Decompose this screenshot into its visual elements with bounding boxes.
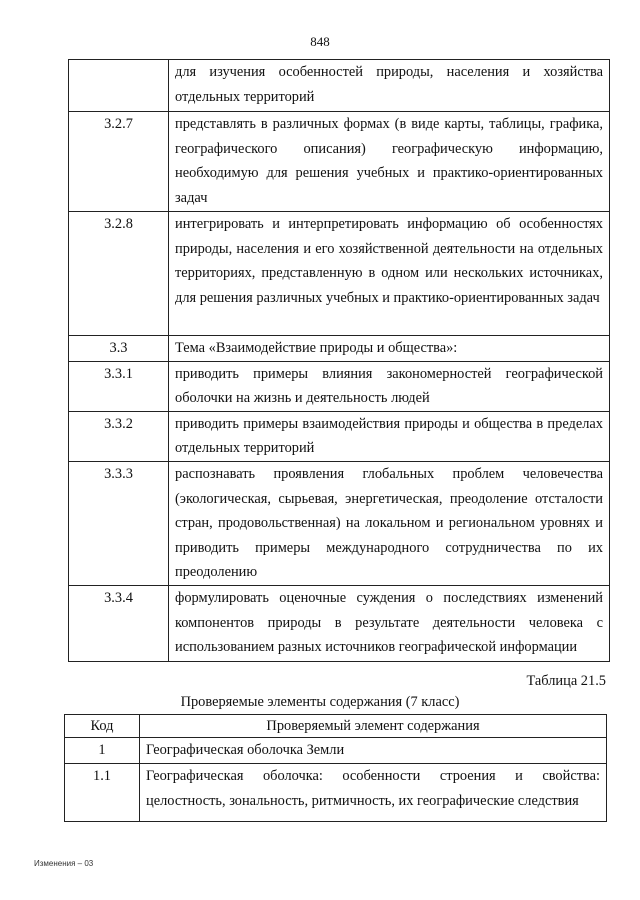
- row-text: Географическая оболочка Земли: [140, 738, 607, 764]
- row-text: интегрировать и интерпретировать информацию об особенностях природы, населения и его хозяйственной деятельности на отдельных территориях, представленную в одном или нескольких источниках, для решения различных учебных и практико-ориентированных задач: [169, 212, 610, 336]
- table-row: [69, 461, 610, 585]
- row-code: 3.3.3: [69, 461, 169, 585]
- table-row: [69, 212, 610, 336]
- row-code: 3.3.2: [69, 411, 169, 461]
- table-row: [69, 585, 610, 661]
- table-caption: Таблица 21.5: [526, 673, 606, 689]
- table-header-row: [65, 715, 607, 738]
- row-code: 3.2.7: [69, 112, 169, 212]
- row-code: 3.3.1: [69, 361, 169, 411]
- header-element: Проверяемый элемент содержания: [140, 715, 607, 738]
- table-title: Проверяемые элементы содержания (7 класс): [180, 694, 460, 710]
- content-elements-table: [64, 714, 607, 822]
- row-text: Тема «Взаимодействие природы и общества»:: [169, 336, 610, 362]
- header-code: Код: [65, 715, 140, 738]
- row-text: представлять в различных формах (в виде карты, таблицы, графика, географического описания) географическую информацию, необходимую для решения учебных и практико-ориентированных задач: [169, 112, 610, 212]
- row-code: 3.2.8: [69, 212, 169, 336]
- table-row: [65, 738, 607, 764]
- row-text: формулировать оценочные суждения о последствиях изменений компонентов природы в результате деятельности человека с использованием разных источников географической информации: [169, 585, 610, 661]
- row-text: Географическая оболочка: особенности строения и свойства: целостность, зональность, ритмичность, их географические следствия: [140, 764, 607, 822]
- table-row: [65, 764, 607, 822]
- row-code: 3.3: [69, 336, 169, 362]
- row-code: 1.1: [65, 764, 140, 822]
- row-text: распознавать проявления глобальных проблем человечества (экологическая, сырьевая, энергетическая, преодоление отсталости стран, продовольственная) на локальном и региональном уровнях и приводить примеры международного сотрудничества по их преодолению: [169, 461, 610, 585]
- page-number: 848: [310, 34, 330, 49]
- row-text: приводить примеры влияния закономерностей географической оболочки на жизнь и деятельность людей: [169, 361, 610, 411]
- table-row: [69, 411, 610, 461]
- table-row: [69, 361, 610, 411]
- row-text: приводить примеры взаимодействия природы и общества в пределах отдельных территорий: [169, 411, 610, 461]
- row-text: для изучения особенностей природы, населения и хозяйства отдельных территорий: [169, 60, 610, 112]
- footer-note: Изменения – 03: [34, 859, 94, 868]
- table-row: [69, 112, 610, 212]
- row-code: 3.3.4: [69, 585, 169, 661]
- content-table: [68, 59, 610, 662]
- row-code: 1: [65, 738, 140, 764]
- table-row: [69, 60, 610, 112]
- table-row: [69, 336, 610, 362]
- row-code: [69, 60, 169, 112]
